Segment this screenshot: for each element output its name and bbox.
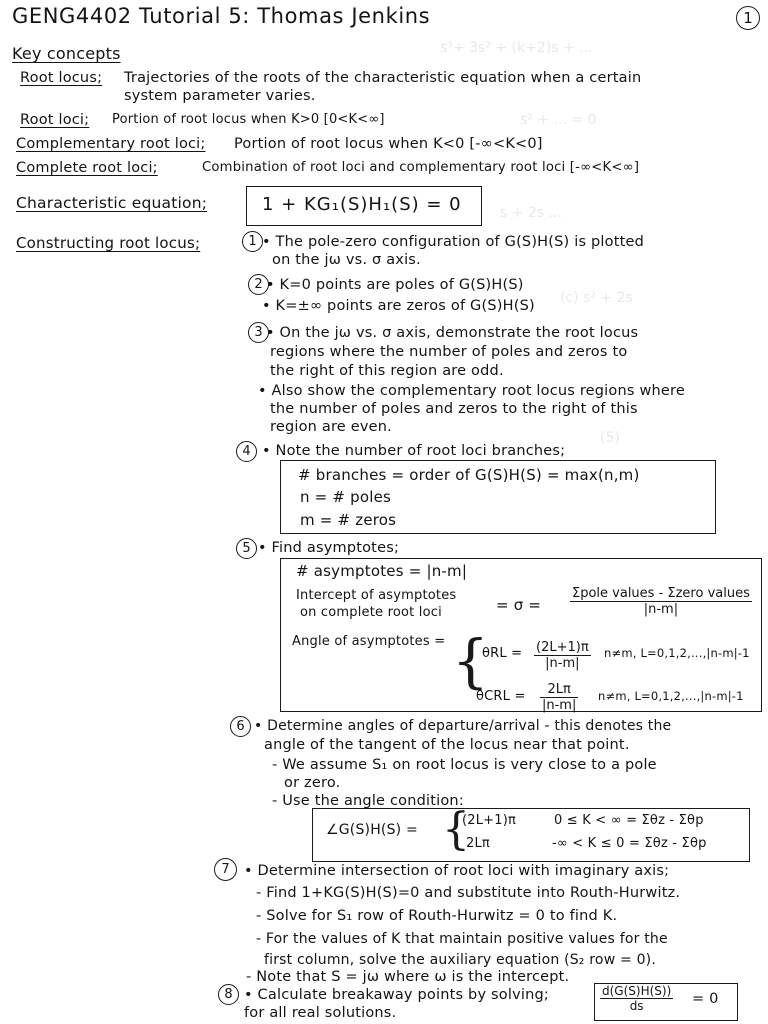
- step-8-text-b: for all real solutions.: [244, 1005, 397, 1021]
- step-4-marker: 4: [236, 441, 257, 462]
- theta-rl-denominator: |n-m|: [545, 656, 580, 671]
- angle-condition-crl-range: -∞ < K ≤ 0 = Σθz - Σθp: [552, 836, 707, 851]
- step-7-text-f: - Note that S = jω where ω is the intercept.: [246, 969, 570, 985]
- step-7-marker: 7: [214, 858, 237, 881]
- theta-crl-denominator: |n-m|: [542, 698, 577, 713]
- step-8-marker: 8: [218, 984, 239, 1005]
- step-1-marker: 1: [242, 231, 263, 252]
- step-2-text: • K=0 points are poles of G(S)H(S): [266, 277, 524, 293]
- theta-crl-label: θCRL =: [476, 689, 526, 704]
- theta-rl-label: θRL =: [482, 646, 523, 661]
- characteristic-equation-term: Characteristic equation;: [16, 194, 208, 212]
- root-loci-definition: Portion of root locus when K>0 [0<K<∞]: [112, 112, 385, 127]
- theta-crl-condition: n≠m, L=0,1,2,...,|n-m|-1: [598, 689, 744, 703]
- branches-formula: # branches = order of G(S)H(S) = max(n,m): [298, 466, 640, 484]
- complete-root-loci-definition: Combination of root loci and complementary root loci [-∞<K<∞]: [202, 160, 640, 175]
- complementary-root-loci-term: Complementary root loci;: [16, 136, 206, 152]
- root-locus-definition: Trajectories of the roots of the characteristic equation when a certain: [124, 70, 642, 86]
- m-zeros-formula: m = # zeros: [300, 511, 397, 529]
- angle-condition-brace: {: [442, 804, 470, 855]
- step-6-text-b: angle of the tangent of the locus near that point.: [264, 737, 630, 753]
- angle-condition-rl-range: 0 ≤ K < ∞ = Σθz - Σθp: [554, 813, 704, 828]
- asymptote-angle-brace: {: [452, 627, 489, 695]
- n-poles-formula: n = # poles: [300, 488, 392, 506]
- step-2-text-cont: • K=±∞ points are zeros of G(S)H(S): [262, 298, 535, 314]
- step-7-text-a: • Determine intersection of root loci with imaginary axis;: [244, 863, 670, 879]
- intercept-numerator: Σpole values - Σzero values: [572, 586, 750, 601]
- step-3-text-d: • Also show the complementary root locus regions where: [258, 383, 685, 399]
- step-5-marker: 5: [236, 538, 257, 559]
- step-6-text-c: - We assume S₁ on root locus is very close to a pole: [272, 757, 657, 773]
- intercept-fraction: [570, 586, 752, 617]
- step-1-text-cont: on the jω vs. σ axis.: [272, 252, 421, 268]
- step-6-text-d: or zero.: [284, 775, 341, 791]
- step-3-text-a: • On the jω vs. σ axis, demonstrate the root locus: [266, 325, 639, 341]
- step-5-text: • Find asymptotes;: [258, 540, 400, 556]
- breakaway-equals-zero: = 0: [692, 991, 719, 1007]
- intercept-denominator: |n-m|: [643, 602, 679, 617]
- theta-crl-numerator: 2Lπ: [540, 682, 578, 698]
- theta-rl-condition: n≠m, L=0,1,2,...,|n-m|-1: [604, 646, 750, 660]
- breakaway-numerator: d(G(S)H(S)): [602, 984, 672, 998]
- angle-condition-lhs: ∠G(S)H(S) =: [326, 822, 418, 838]
- theta-rl-fraction: [534, 640, 591, 671]
- step-3-text-f: region are even.: [270, 419, 392, 435]
- intercept-label: Intercept of asymptotes: [296, 588, 457, 603]
- key-concepts-heading: Key concepts: [12, 44, 121, 63]
- theta-rl-numerator: (2L+1)π: [536, 640, 589, 655]
- step-4-text: • Note the number of root loci branches;: [262, 443, 566, 459]
- step-8-text-a: • Calculate breakaway points by solving;: [244, 987, 549, 1003]
- step-7-text-d: - For the values of K that maintain positive values for the: [256, 931, 668, 947]
- intercept-equals-sigma: = σ =: [496, 596, 542, 614]
- angle-condition-rl: (2L+1)π: [462, 813, 517, 828]
- page-number: 1: [736, 6, 760, 30]
- characteristic-equation: 1 + KG₁(S)H₁(S) = 0: [262, 194, 462, 215]
- step-7-text-e: first column, solve the auxiliary equation (S₂ row = 0).: [264, 952, 656, 968]
- step-1-text: • The pole-zero configuration of G(S)H(S) is plotted: [262, 234, 645, 250]
- root-loci-term: Root loci;: [20, 112, 90, 128]
- angle-condition-crl: 2Lπ: [466, 836, 490, 851]
- step-6-marker: 6: [230, 716, 251, 737]
- step-7-text-b: - Find 1+KG(S)H(S)=0 and substitute into Routh-Hurwitz.: [256, 885, 681, 901]
- step-3-marker: 3: [248, 322, 269, 343]
- breakaway-denominator: ds: [629, 999, 644, 1013]
- intercept-label-cont: on complete root loci: [300, 605, 442, 620]
- step-3-text-c: the right of this region are odd.: [270, 363, 504, 379]
- breakaway-fraction: [600, 984, 673, 1013]
- root-locus-definition-cont: system parameter varies.: [124, 88, 316, 104]
- asymptote-count-formula: # asymptotes = |n-m|: [296, 562, 468, 580]
- root-locus-term: Root locus;: [20, 70, 103, 86]
- asymptote-angle-label: Angle of asymptotes =: [292, 634, 446, 649]
- step-2-marker: 2: [248, 274, 269, 295]
- step-6-text-a: • Determine angles of departure/arrival - this denotes the: [254, 718, 672, 734]
- constructing-root-locus-term: Constructing root locus;: [16, 234, 201, 252]
- step-3-text-e: the number of poles and zeros to the right of this: [270, 401, 638, 417]
- step-7-text-c: - Solve for S₁ row of Routh-Hurwitz = 0 to find K.: [256, 908, 618, 924]
- step-6-text-e: - Use the angle condition:: [272, 793, 464, 809]
- step-3-text-b: regions where the number of poles and zeros to: [270, 344, 628, 360]
- page-title: GENG4402 Tutorial 5: Thomas Jenkins: [12, 4, 431, 28]
- complementary-root-loci-definition: Portion of root locus when K<0 [-∞<K<0]: [234, 136, 543, 152]
- complete-root-loci-term: Complete root loci;: [16, 160, 158, 176]
- theta-crl-fraction: [540, 682, 578, 713]
